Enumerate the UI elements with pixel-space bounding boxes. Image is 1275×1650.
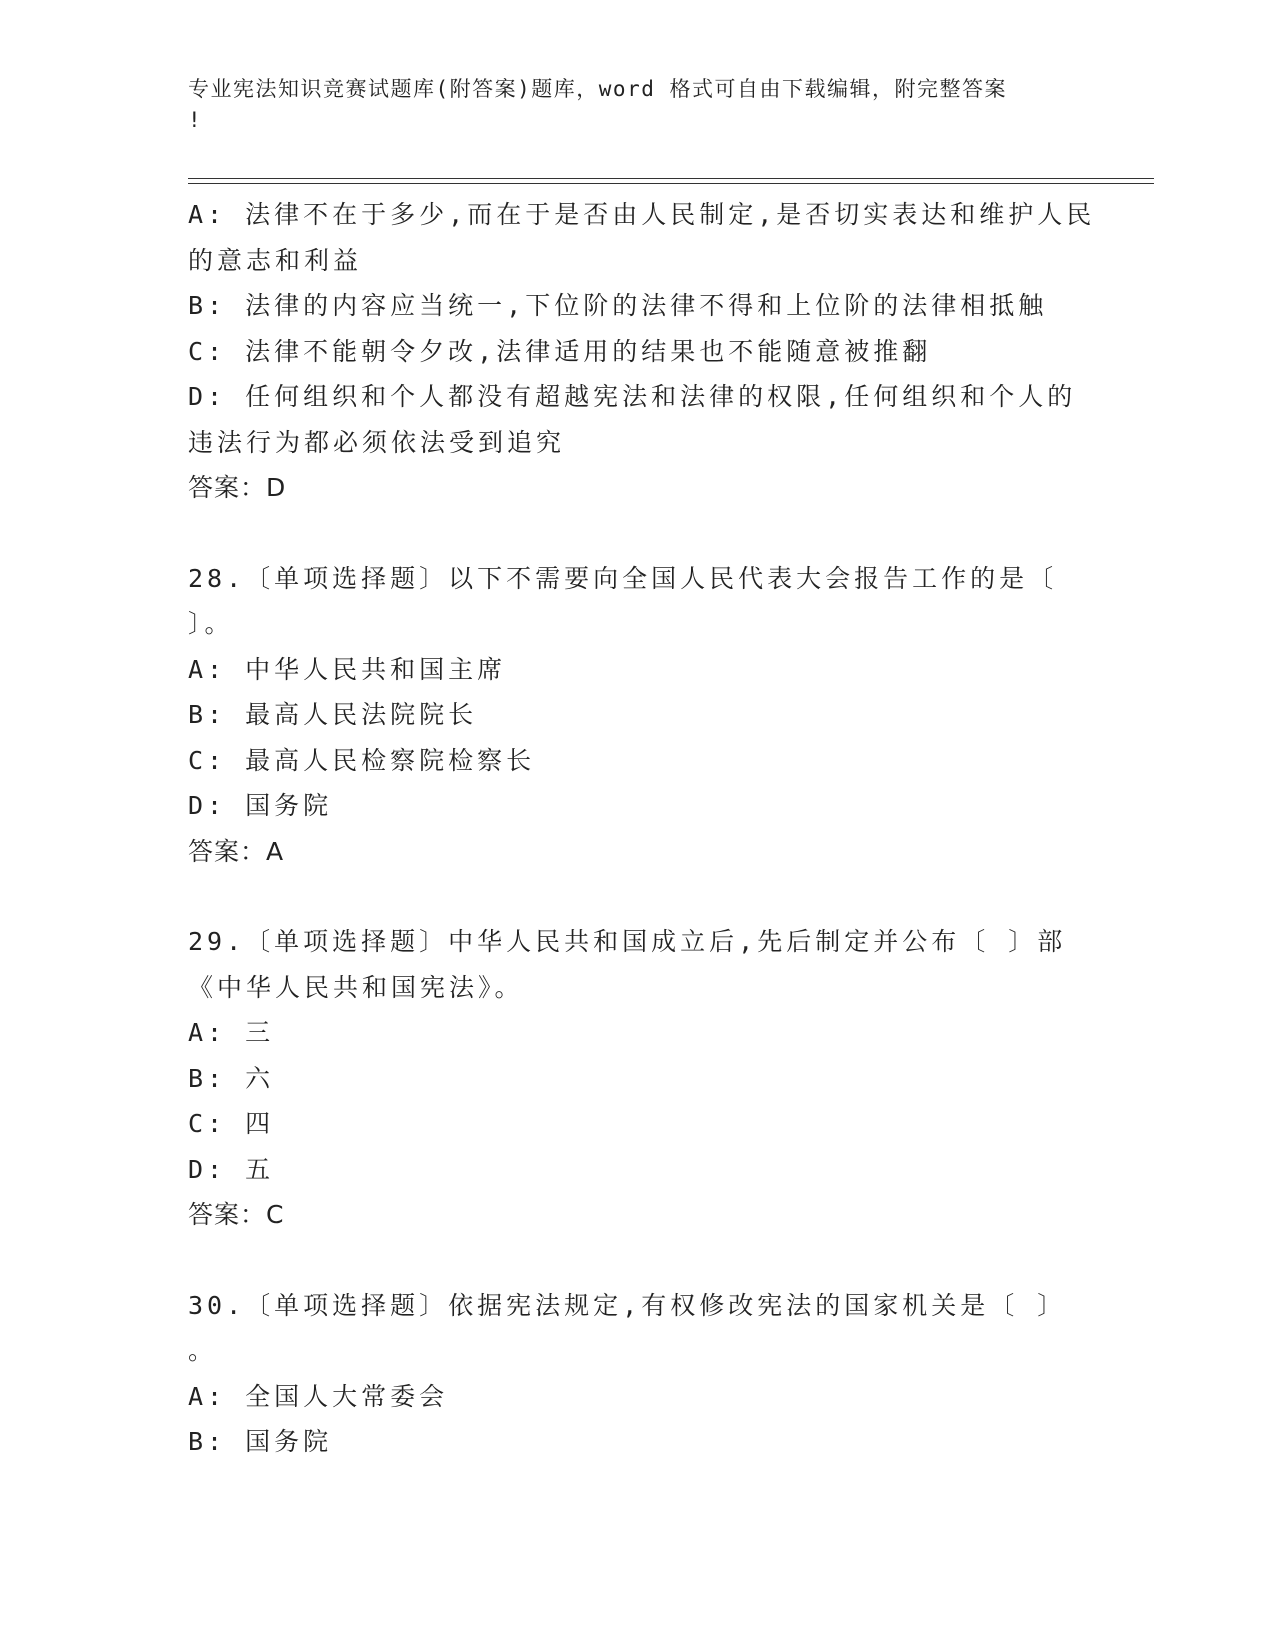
- answer: 答案：A: [188, 836, 285, 866]
- answer: 答案：D: [188, 473, 287, 502]
- option-a: A: 中华人民共和国主席: [188, 654, 507, 684]
- question-stem-continuation: 〕。: [188, 609, 234, 638]
- question-30-block: [188, 1283, 1088, 1465]
- option-c: C: 法律不能朝令夕改,法律适用的结果也不能随意被推翻: [188, 336, 932, 366]
- answer: 答案：C: [188, 1200, 285, 1229]
- question-list: [188, 192, 1096, 1465]
- option-a: A: 法律不在于多少,而在于是否由人民制定,是否切实表达和维护人民: [188, 200, 1096, 229]
- spacer: [188, 1238, 1088, 1283]
- option-d: D: 国务院: [188, 791, 333, 820]
- header-divider-bottom: [188, 183, 1154, 184]
- option-c: C: 最高人民检察院检察长: [188, 745, 536, 775]
- option-c: C: 四: [188, 1109, 275, 1138]
- question-28-block: [188, 556, 1088, 875]
- spacer: [188, 874, 1088, 919]
- question-27-block: [188, 192, 1096, 511]
- header-title-continuation: !: [188, 108, 203, 132]
- question-stem: 30.〔单项选择题〕依据宪法规定,有权修改宪法的国家机关是〔 〕: [188, 1290, 1067, 1320]
- spacer: [188, 511, 1088, 556]
- question-29-block: [188, 919, 1088, 1238]
- option-a-continuation: 的意志和利益: [188, 245, 363, 275]
- header-title: 专业宪法知识竞赛试题库(附答案)题库，word 格式可自由下载编辑，附完整答案: [188, 77, 1007, 101]
- question-stem: 28.〔单项选择题〕以下不需要向全国人民代表大会报告工作的是〔: [188, 563, 1058, 593]
- question-stem-continuation: 。: [188, 1336, 218, 1365]
- option-d-continuation: 违法行为都必须依法受到追究: [188, 427, 566, 457]
- document-header: [188, 74, 1068, 136]
- option-b: B: 六: [188, 1063, 275, 1093]
- header-divider-top: [188, 178, 1154, 179]
- option-b: B: 最高人民法院院长: [188, 700, 478, 729]
- option-b: B: 法律的内容应当统一,下位阶的法律不得和上位阶的法律相抵触: [188, 291, 1048, 320]
- question-stem: 29.〔单项选择题〕中华人民共和国成立后,先后制定并公布〔 〕部: [188, 927, 1067, 956]
- option-d: D: 五: [188, 1154, 275, 1184]
- option-b: B: 国务院: [188, 1427, 333, 1456]
- question-stem-continuation: 《中华人民共和国宪法》。: [188, 972, 524, 1002]
- option-d: D: 任何组织和个人都没有超越宪法和法律的权限,任何组织和个人的: [188, 382, 1077, 411]
- option-a: A: 全国人大常委会: [188, 1381, 449, 1411]
- option-a: A: 三: [188, 1018, 275, 1047]
